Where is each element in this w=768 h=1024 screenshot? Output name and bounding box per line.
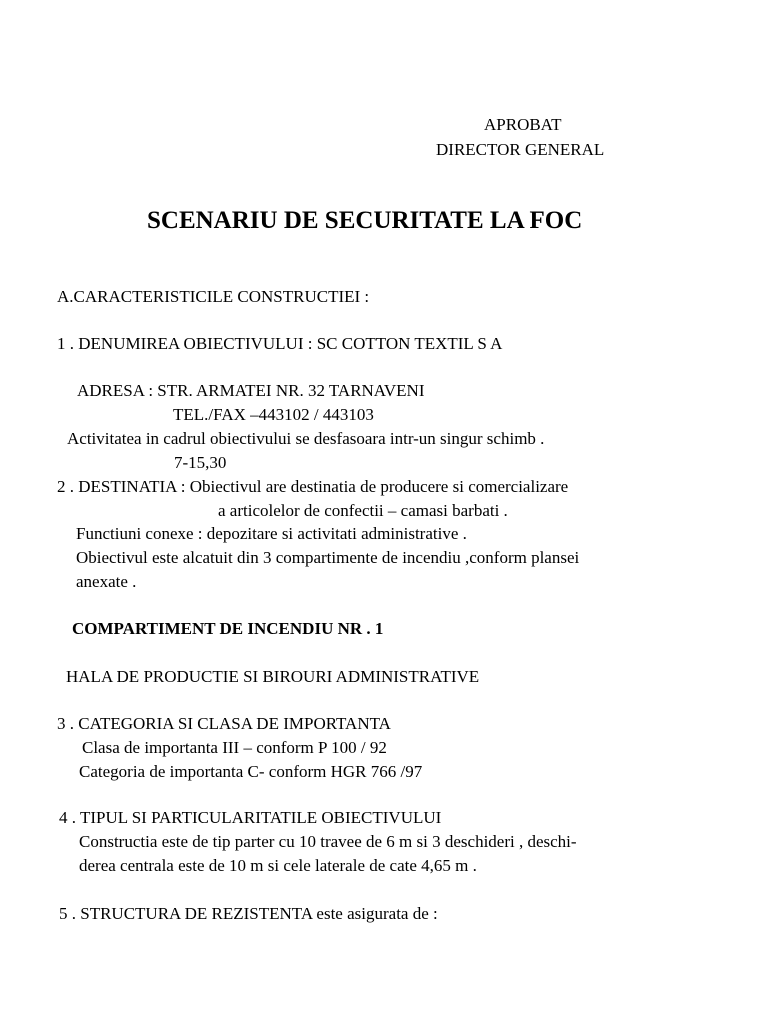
- item1-hours: 7-15,30: [174, 453, 227, 472]
- item2-line2: a articolelor de confectii – camasi barbati .: [218, 501, 508, 520]
- item1-address: ADRESA : STR. ARMATEI NR. 32 TARNAVENI: [77, 381, 425, 400]
- item5-heading: 5 . STRUCTURA DE REZISTENTA este asigurata de :: [59, 904, 438, 923]
- item4-line1: Constructia este de tip parter cu 10 travee de 6 m si 3 deschideri , deschi-: [79, 832, 577, 851]
- item3-line2: Categoria de importanta C- conform HGR 766 /97: [79, 762, 423, 781]
- section-a-heading: A.CARACTERISTICILE CONSTRUCTIEI :: [57, 287, 370, 306]
- item2-line5: anexate .: [76, 572, 137, 591]
- item1-telfax: TEL./FAX –443102 / 443103: [173, 405, 374, 424]
- hall-heading: HALA DE PRODUCTIE SI BIROURI ADMINISTRATIVE: [66, 667, 480, 686]
- item4-line2: derea centrala este de 10 m si cele laterale de cate 4,65 m .: [79, 856, 477, 875]
- approval-line-aprobat: APROBAT: [484, 115, 562, 134]
- approval-line-director: DIRECTOR GENERAL: [436, 140, 605, 159]
- item3-line1: Clasa de importanta III – conform P 100 / 92: [82, 738, 387, 757]
- item2-line4: Obiectivul este alcatuit din 3 compartimente de incendiu ,conform plansei: [76, 548, 580, 567]
- item1-heading: 1 . DENUMIREA OBIECTIVULUI : SC COTTON TEXTIL S A: [57, 334, 503, 353]
- item4-heading: 4 . TIPUL SI PARTICULARITATILE OBIECTIVULUI: [59, 808, 442, 827]
- document-title: SCENARIU DE SECURITATE LA FOC: [147, 207, 583, 234]
- compartment-heading: COMPARTIMENT DE INCENDIU NR . 1: [72, 619, 384, 638]
- item1-activity: Activitatea in cadrul obiectivului se desfasoara intr-un singur schimb .: [67, 429, 545, 448]
- item2-line3: Functiuni conexe : depozitare si activitati administrative .: [76, 524, 467, 543]
- item3-heading: 3 . CATEGORIA SI CLASA DE IMPORTANTA: [57, 714, 391, 733]
- item2-line1: 2 . DESTINATIA : Obiectivul are destinatia de producere si comercializare: [57, 477, 569, 496]
